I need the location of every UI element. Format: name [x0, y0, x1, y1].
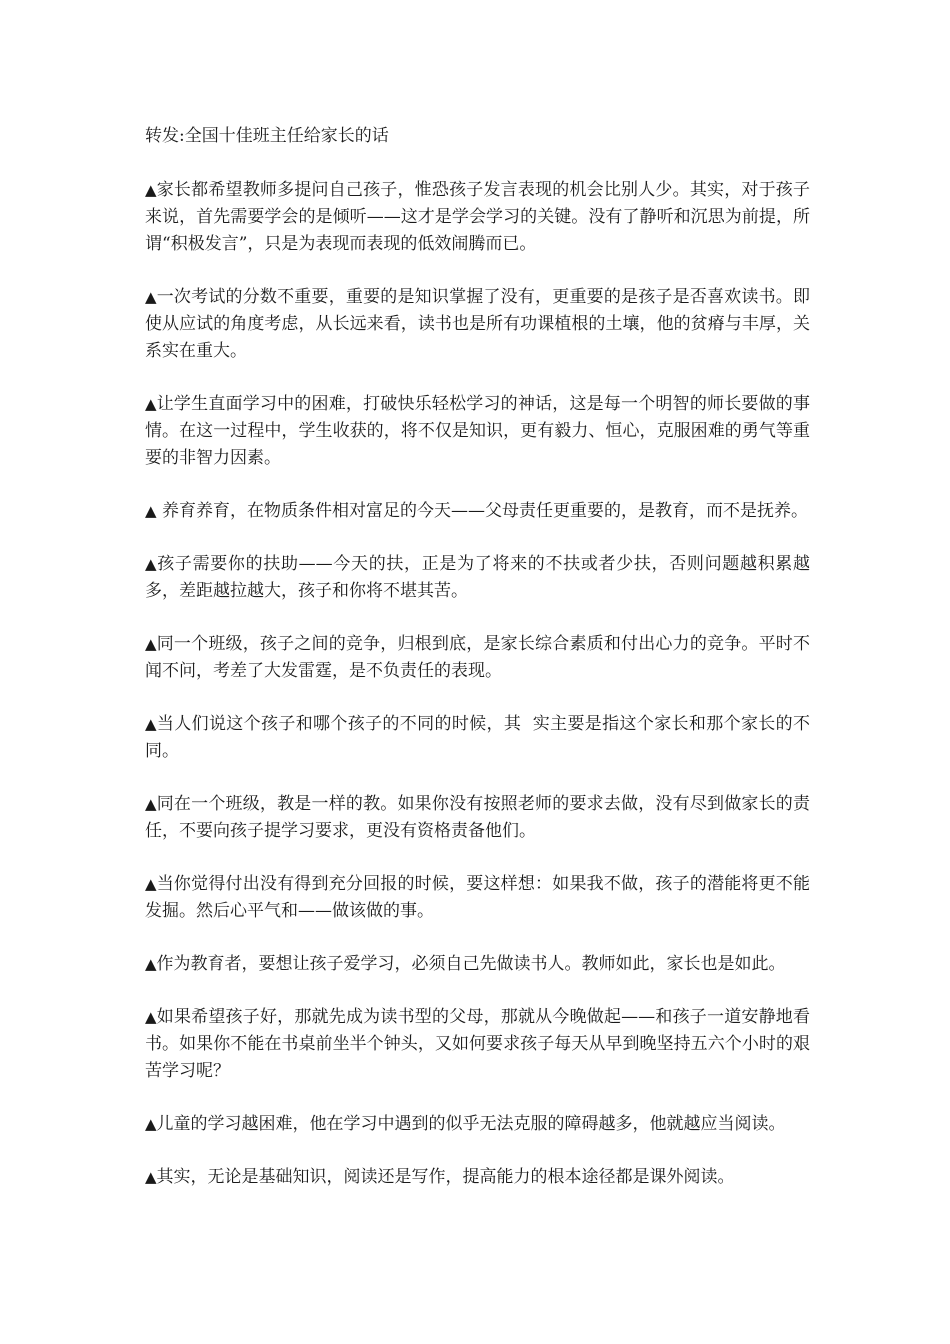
- triangle-bullet-icon: ▲: [145, 955, 157, 973]
- paragraph-5: [145, 551, 810, 605]
- document-title: 转发:全国十佳班主任给家长的话: [145, 126, 389, 146]
- triangle-bullet-icon: ▲: [145, 715, 157, 733]
- triangle-bullet-icon: ▲: [145, 555, 158, 573]
- paragraph-6: [145, 631, 810, 685]
- paragraph-10: [145, 951, 810, 978]
- triangle-bullet-icon: ▲: [145, 1115, 157, 1133]
- paragraph-1: [145, 177, 810, 258]
- paragraph-12: [145, 1111, 810, 1138]
- paragraph-2: [145, 284, 810, 365]
- triangle-bullet-icon: ▲: [145, 502, 157, 520]
- paragraph-3: [145, 391, 810, 472]
- triangle-bullet-icon: ▲: [145, 875, 157, 893]
- triangle-bullet-icon: ▲: [145, 1008, 157, 1026]
- paragraph-text: 养育养育，在物质条件相对富足的今天——父母责任更重要的，是教育，而不是抚养。: [156, 501, 808, 521]
- paragraph-text: 儿童的学习越困难，他在学习中遇到的似乎无法克服的障碍越多，他就越应当阅读。: [156, 1114, 786, 1134]
- paragraph-text: 当人们说这个孩子和哪个孩子的不同的时候，其 实主要是指这个家长和那个家长的不同。: [145, 714, 810, 761]
- triangle-bullet-icon: ▲: [145, 181, 157, 199]
- paragraph-text: 一次考试的分数不重要，重要的是知识掌握了没有，更重要的是孩子是否喜欢读书。即使从应试的角度考虑，从长远来看，读书也是所有功课植根的土壤，他的贫瘠与丰厚，关系实在重大。: [145, 287, 810, 361]
- paragraph-text: 家长都希望教师多提问自己孩子，惟恐孩子发言表现的机会比别人少。其实，对于孩子来说，首先需要学会的是倾听——这才是学会学习的关键。没有了静听和沉思为前提，所谓“积极发言”，只是为表现而表现的低效闹腾而已。: [145, 180, 810, 254]
- paragraph-text: 让学生直面学习中的困难，打破快乐轻松学习的神话，这是每一个明智的师长要做的事情。在这一过程中，学生收获的，将不仅是知识，更有毅力、恒心，克服困难的勇气等重要的非智力因素。: [145, 394, 810, 468]
- paragraph-text: 作为教育者，要想让孩子爱学习，必须自己先做读书人。教师如此，家长也是如此。: [156, 954, 786, 974]
- triangle-bullet-icon: ▲: [145, 795, 157, 813]
- triangle-bullet-icon: ▲: [145, 395, 157, 413]
- paragraph-11: [145, 1004, 810, 1085]
- triangle-bullet-icon: ▲: [145, 288, 157, 306]
- paragraph-text: 当你觉得付出没有得到充分回报的时候，要这样想：如果我不做，孩子的潜能将更不能发掘。然后心平气和——做该做的事。: [145, 874, 810, 921]
- triangle-bullet-icon: ▲: [145, 1168, 157, 1186]
- paragraph-text: 孩子需要你的扶助——今天的扶，正是为了将来的不扶或者少扶，否则问题越积累越多，差距越拉越大，孩子和你将不堪其苦。: [145, 554, 810, 601]
- triangle-bullet-icon: ▲: [145, 635, 157, 653]
- paragraph-9: [145, 871, 810, 925]
- paragraph-text: 同一个班级，孩子之间的竞争，归根到底，是家长综合素质和付出心力的竞争。平时不闻不问，考差了大发雷霆，是不负责任的表现。: [145, 634, 810, 681]
- paragraph-text: 同在一个班级，教是一样的教。如果你没有按照老师的要求去做，没有尽到做家长的责任，不要向孩子提学习要求，更没有资格责备他们。: [145, 794, 810, 841]
- paragraph-8: [145, 791, 810, 845]
- paragraph-text: 如果希望孩子好，那就先成为读书型的父母，那就从今晚做起——和孩子一道安静地看书。如果你不能在书桌前坐半个钟头，又如何要求孩子每天从早到晚坚持五六个小时的艰苦学习呢？: [145, 1007, 811, 1081]
- paragraph-7: [145, 711, 810, 765]
- paragraph-text: 其实，无论是基础知识，阅读还是写作，提高能力的根本途径都是课外阅读。: [156, 1167, 735, 1187]
- paragraph-4: [145, 498, 810, 525]
- document-page: [145, 123, 810, 1217]
- paragraph-13: [145, 1164, 810, 1191]
